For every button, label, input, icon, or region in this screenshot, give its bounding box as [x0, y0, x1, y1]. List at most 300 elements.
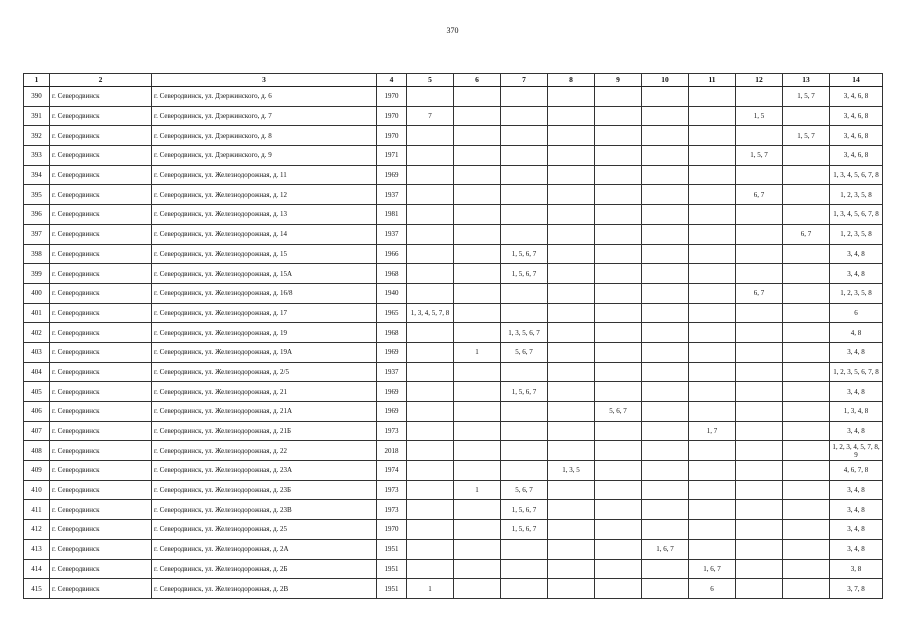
locality-cell: г. Северодвинск [50, 500, 152, 520]
col-6-cell [454, 362, 501, 382]
row-number-cell: 393 [24, 146, 50, 166]
col-13-cell [783, 421, 830, 441]
col-6-cell [454, 244, 501, 264]
col-10-cell [642, 500, 689, 520]
col-13-cell [783, 342, 830, 362]
col-6-cell [454, 224, 501, 244]
table-body [24, 87, 883, 599]
col-12-cell [736, 421, 783, 441]
col-7-cell [501, 362, 548, 382]
address-cell: г. Северодвинск, ул. Железнодорожная, д. 21Б [152, 421, 377, 441]
row-number-cell: 412 [24, 520, 50, 540]
col-7-cell [501, 165, 548, 185]
header-row [24, 74, 883, 87]
row-number-cell: 396 [24, 205, 50, 225]
col-10-cell [642, 106, 689, 126]
col-9-cell [595, 500, 642, 520]
col-7-cell [501, 402, 548, 422]
locality-cell: г. Северодвинск [50, 480, 152, 500]
table-row [24, 520, 883, 540]
col-5-cell [407, 87, 454, 107]
col-12-cell [736, 480, 783, 500]
locality-cell: г. Северодвинск [50, 402, 152, 422]
locality-cell: г. Северодвинск [50, 342, 152, 362]
col-13-cell [783, 146, 830, 166]
col-14-cell: 1, 2, 3, 5, 6, 7, 8 [830, 362, 883, 382]
col-6-cell [454, 500, 501, 520]
col-8-cell [548, 126, 595, 146]
col-11-cell: 1, 6, 7 [689, 559, 736, 579]
col-9-cell [595, 87, 642, 107]
col-7-cell [501, 205, 548, 225]
row-number-cell: 394 [24, 165, 50, 185]
col-11-cell: 1, 7 [689, 421, 736, 441]
col-7-cell [501, 303, 548, 323]
col-14-cell: 1, 3, 4, 5, 6, 7, 8 [830, 205, 883, 225]
col-13-cell [783, 303, 830, 323]
year-cell: 1973 [377, 500, 407, 520]
address-cell: г. Северодвинск, ул. Железнодорожная, д. 2В [152, 579, 377, 599]
table-row [24, 461, 883, 481]
col-10-cell [642, 146, 689, 166]
col-9-cell [595, 303, 642, 323]
year-cell: 1966 [377, 244, 407, 264]
col-7-cell [501, 146, 548, 166]
col-7-cell [501, 461, 548, 481]
col-12-cell [736, 402, 783, 422]
column-header-9: 9 [595, 74, 642, 87]
table-row [24, 283, 883, 303]
address-cell: г. Северодвинск, ул. Железнодорожная, д. 23А [152, 461, 377, 481]
row-number-cell: 392 [24, 126, 50, 146]
address-cell: г. Северодвинск, ул. Железнодорожная, д. 25 [152, 520, 377, 540]
address-cell: г. Северодвинск, ул. Железнодорожная, д. 21А [152, 402, 377, 422]
row-number-cell: 397 [24, 224, 50, 244]
locality-cell: г. Северодвинск [50, 559, 152, 579]
col-11-cell [689, 461, 736, 481]
locality-cell: г. Северодвинск [50, 106, 152, 126]
col-6-cell [454, 126, 501, 146]
col-11-cell [689, 224, 736, 244]
col-10-cell [642, 342, 689, 362]
page-number: 370 [446, 26, 459, 35]
table-row [24, 402, 883, 422]
row-number-cell: 390 [24, 87, 50, 107]
col-13-cell [783, 205, 830, 225]
col-12-cell: 6, 7 [736, 283, 783, 303]
locality-cell: г. Северодвинск [50, 441, 152, 461]
col-13-cell [783, 185, 830, 205]
col-10-cell [642, 303, 689, 323]
col-9-cell [595, 106, 642, 126]
address-cell: г. Северодвинск, ул. Железнодорожная, д. 17 [152, 303, 377, 323]
col-11-cell [689, 264, 736, 284]
col-13-cell [783, 264, 830, 284]
col-13-cell [783, 559, 830, 579]
col-8-cell [548, 165, 595, 185]
table-row [24, 362, 883, 382]
col-7-cell [501, 421, 548, 441]
table-row [24, 205, 883, 225]
col-14-cell: 1, 2, 3, 5, 8 [830, 185, 883, 205]
col-9-cell [595, 126, 642, 146]
year-cell: 1951 [377, 539, 407, 559]
col-13-cell: 1, 5, 7 [783, 126, 830, 146]
col-5-cell [407, 539, 454, 559]
year-cell: 1937 [377, 224, 407, 244]
row-number-cell: 410 [24, 480, 50, 500]
col-11-cell [689, 303, 736, 323]
col-14-cell: 3, 4, 8 [830, 421, 883, 441]
col-6-cell [454, 441, 501, 461]
row-number-cell: 408 [24, 441, 50, 461]
col-11-cell [689, 520, 736, 540]
col-14-cell: 3, 4, 8 [830, 382, 883, 402]
col-12-cell [736, 342, 783, 362]
col-7-cell [501, 283, 548, 303]
col-12-cell [736, 559, 783, 579]
col-8-cell [548, 579, 595, 599]
col-10-cell [642, 382, 689, 402]
col-9-cell [595, 382, 642, 402]
column-header-5: 5 [407, 74, 454, 87]
col-14-cell: 1, 2, 3, 5, 8 [830, 283, 883, 303]
col-8-cell [548, 185, 595, 205]
table-row [24, 421, 883, 441]
year-cell: 1965 [377, 303, 407, 323]
year-cell: 2018 [377, 441, 407, 461]
row-number-cell: 404 [24, 362, 50, 382]
col-10-cell [642, 362, 689, 382]
row-number-cell: 413 [24, 539, 50, 559]
locality-cell: г. Северодвинск [50, 244, 152, 264]
table-row [24, 165, 883, 185]
col-9-cell [595, 461, 642, 481]
col-9-cell [595, 520, 642, 540]
col-12-cell [736, 126, 783, 146]
col-7-cell [501, 126, 548, 146]
locality-cell: г. Северодвинск [50, 205, 152, 225]
table-row [24, 264, 883, 284]
row-number-cell: 401 [24, 303, 50, 323]
table-row [24, 579, 883, 599]
col-10-cell [642, 126, 689, 146]
table-row [24, 87, 883, 107]
col-11-cell [689, 382, 736, 402]
col-7-cell [501, 441, 548, 461]
col-14-cell: 4, 6, 7, 8 [830, 461, 883, 481]
year-cell: 1970 [377, 106, 407, 126]
year-cell: 1968 [377, 323, 407, 343]
col-6-cell [454, 421, 501, 441]
locality-cell: г. Северодвинск [50, 579, 152, 599]
locality-cell: г. Северодвинск [50, 224, 152, 244]
year-cell: 1970 [377, 126, 407, 146]
year-cell: 1970 [377, 520, 407, 540]
col-5-cell [407, 362, 454, 382]
col-12-cell [736, 323, 783, 343]
locality-cell: г. Северодвинск [50, 461, 152, 481]
table-row [24, 224, 883, 244]
year-cell: 1970 [377, 87, 407, 107]
col-14-cell: 3, 4, 8 [830, 480, 883, 500]
col-13-cell [783, 106, 830, 126]
col-6-cell [454, 146, 501, 166]
year-cell: 1969 [377, 165, 407, 185]
column-header-1: 1 [24, 74, 50, 87]
year-cell: 1981 [377, 205, 407, 225]
row-number-cell: 406 [24, 402, 50, 422]
col-12-cell [736, 224, 783, 244]
col-6-cell [454, 579, 501, 599]
col-13-cell [783, 362, 830, 382]
locality-cell: г. Северодвинск [50, 126, 152, 146]
col-11-cell [689, 441, 736, 461]
col-6-cell: 1 [454, 480, 501, 500]
col-12-cell [736, 579, 783, 599]
table-row [24, 441, 883, 461]
col-14-cell: 3, 4, 6, 8 [830, 146, 883, 166]
col-8-cell [548, 402, 595, 422]
col-6-cell [454, 323, 501, 343]
col-8-cell [548, 382, 595, 402]
table-row [24, 480, 883, 500]
col-6-cell [454, 520, 501, 540]
locality-cell: г. Северодвинск [50, 421, 152, 441]
table-row [24, 323, 883, 343]
col-9-cell [595, 205, 642, 225]
col-12-cell: 1, 5 [736, 106, 783, 126]
col-10-cell [642, 559, 689, 579]
col-12-cell [736, 520, 783, 540]
col-5-cell [407, 165, 454, 185]
col-11-cell [689, 146, 736, 166]
address-cell: г. Северодвинск, ул. Железнодорожная, д. 15 [152, 244, 377, 264]
year-cell: 1940 [377, 283, 407, 303]
col-14-cell: 3, 7, 8 [830, 579, 883, 599]
column-header-6: 6 [454, 74, 501, 87]
col-14-cell: 1, 2, 3, 4, 5, 7, 8, 9 [830, 441, 883, 461]
col-14-cell: 3, 4, 8 [830, 264, 883, 284]
col-9-cell [595, 421, 642, 441]
col-9-cell [595, 539, 642, 559]
col-9-cell [595, 244, 642, 264]
table-row [24, 106, 883, 126]
col-5-cell [407, 461, 454, 481]
col-11-cell [689, 87, 736, 107]
col-7-cell: 1, 3, 5, 6, 7 [501, 323, 548, 343]
address-cell: г. Северодвинск, ул. Железнодорожная, д. 13 [152, 205, 377, 225]
col-12-cell [736, 165, 783, 185]
col-13-cell [783, 382, 830, 402]
col-13-cell [783, 520, 830, 540]
table-row [24, 500, 883, 520]
col-12-cell [736, 303, 783, 323]
col-6-cell [454, 461, 501, 481]
col-12-cell [736, 264, 783, 284]
address-cell: г. Северодвинск, ул. Железнодорожная, д. 14 [152, 224, 377, 244]
year-cell: 1937 [377, 185, 407, 205]
col-11-cell: 6 [689, 579, 736, 599]
col-5-cell [407, 205, 454, 225]
column-header-8: 8 [548, 74, 595, 87]
col-5-cell [407, 126, 454, 146]
locality-cell: г. Северодвинск [50, 520, 152, 540]
year-cell: 1969 [377, 382, 407, 402]
year-cell: 1937 [377, 362, 407, 382]
col-10-cell [642, 205, 689, 225]
table-header [24, 74, 883, 87]
col-8-cell [548, 106, 595, 126]
col-10-cell [642, 87, 689, 107]
address-cell: г. Северодвинск, ул. Дзержинского, д. 8 [152, 126, 377, 146]
col-11-cell [689, 244, 736, 264]
col-8-cell [548, 205, 595, 225]
locality-cell: г. Северодвинск [50, 283, 152, 303]
col-5-cell [407, 559, 454, 579]
col-7-cell [501, 539, 548, 559]
col-5-cell: 1, 3, 4, 5, 7, 8 [407, 303, 454, 323]
col-10-cell [642, 461, 689, 481]
column-header-10: 10 [642, 74, 689, 87]
col-9-cell [595, 323, 642, 343]
col-5-cell [407, 520, 454, 540]
col-14-cell: 1, 3, 4, 5, 6, 7, 8 [830, 165, 883, 185]
year-cell: 1971 [377, 146, 407, 166]
col-9-cell [595, 185, 642, 205]
col-10-cell [642, 402, 689, 422]
col-11-cell [689, 539, 736, 559]
address-cell: г. Северодвинск, ул. Железнодорожная, д. 2Б [152, 559, 377, 579]
address-cell: г. Северодвинск, ул. Железнодорожная, д. 15А [152, 264, 377, 284]
col-8-cell: 1, 3, 5 [548, 461, 595, 481]
year-cell: 1973 [377, 421, 407, 441]
row-number-cell: 409 [24, 461, 50, 481]
col-11-cell [689, 500, 736, 520]
table-row [24, 342, 883, 362]
locality-cell: г. Северодвинск [50, 264, 152, 284]
col-7-cell: 5, 6, 7 [501, 480, 548, 500]
col-14-cell: 3, 8 [830, 559, 883, 579]
col-6-cell: 1 [454, 342, 501, 362]
row-number-cell: 411 [24, 500, 50, 520]
address-cell: г. Северодвинск, ул. Железнодорожная, д. 2А [152, 539, 377, 559]
col-12-cell [736, 362, 783, 382]
column-header-2: 2 [50, 74, 152, 87]
col-14-cell: 3, 4, 6, 8 [830, 126, 883, 146]
col-8-cell [548, 500, 595, 520]
row-number-cell: 398 [24, 244, 50, 264]
address-cell: г. Северодвинск, ул. Железнодорожная, д. 23В [152, 500, 377, 520]
locality-cell: г. Северодвинск [50, 146, 152, 166]
col-8-cell [548, 441, 595, 461]
table-row [24, 559, 883, 579]
col-8-cell [548, 264, 595, 284]
col-12-cell: 6, 7 [736, 185, 783, 205]
col-13-cell [783, 441, 830, 461]
col-6-cell [454, 106, 501, 126]
col-10-cell [642, 165, 689, 185]
table-row [24, 244, 883, 264]
col-12-cell [736, 382, 783, 402]
col-11-cell [689, 185, 736, 205]
col-12-cell [736, 87, 783, 107]
col-5-cell [407, 146, 454, 166]
column-header-12: 12 [736, 74, 783, 87]
address-cell: г. Северодвинск, ул. Железнодорожная, д. 21 [152, 382, 377, 402]
column-header-3: 3 [152, 74, 377, 87]
col-8-cell [548, 520, 595, 540]
col-9-cell [595, 579, 642, 599]
table-row [24, 146, 883, 166]
col-6-cell [454, 539, 501, 559]
col-11-cell [689, 402, 736, 422]
col-5-cell [407, 480, 454, 500]
col-7-cell: 5, 6, 7 [501, 342, 548, 362]
col-6-cell [454, 87, 501, 107]
year-cell: 1968 [377, 264, 407, 284]
col-8-cell [548, 87, 595, 107]
col-9-cell [595, 146, 642, 166]
col-6-cell [454, 185, 501, 205]
col-13-cell [783, 579, 830, 599]
col-11-cell [689, 205, 736, 225]
col-12-cell [736, 441, 783, 461]
address-cell: г. Северодвинск, ул. Железнодорожная, д. 11 [152, 165, 377, 185]
year-cell: 1974 [377, 461, 407, 481]
col-7-cell [501, 185, 548, 205]
col-9-cell [595, 224, 642, 244]
col-10-cell [642, 421, 689, 441]
col-13-cell [783, 402, 830, 422]
locality-cell: г. Северодвинск [50, 87, 152, 107]
col-8-cell [548, 559, 595, 579]
col-14-cell: 3, 4, 8 [830, 500, 883, 520]
col-9-cell [595, 362, 642, 382]
col-6-cell [454, 283, 501, 303]
col-13-cell [783, 323, 830, 343]
col-10-cell [642, 244, 689, 264]
col-13-cell [783, 283, 830, 303]
col-14-cell: 3, 4, 8 [830, 244, 883, 264]
col-5-cell [407, 382, 454, 402]
col-7-cell [501, 579, 548, 599]
col-12-cell [736, 205, 783, 225]
col-10-cell [642, 579, 689, 599]
col-6-cell [454, 559, 501, 579]
col-7-cell: 1, 5, 6, 7 [501, 382, 548, 402]
col-8-cell [548, 146, 595, 166]
col-8-cell [548, 224, 595, 244]
row-number-cell: 407 [24, 421, 50, 441]
col-9-cell: 5, 6, 7 [595, 402, 642, 422]
year-cell: 1951 [377, 579, 407, 599]
col-10-cell [642, 480, 689, 500]
col-5-cell [407, 264, 454, 284]
column-header-13: 13 [783, 74, 830, 87]
col-7-cell [501, 224, 548, 244]
col-13-cell [783, 165, 830, 185]
col-13-cell [783, 480, 830, 500]
row-number-cell: 403 [24, 342, 50, 362]
col-11-cell [689, 323, 736, 343]
col-13-cell [783, 461, 830, 481]
col-10-cell [642, 441, 689, 461]
address-cell: г. Северодвинск, ул. Железнодорожная, д. 23Б [152, 480, 377, 500]
column-header-11: 11 [689, 74, 736, 87]
col-11-cell [689, 342, 736, 362]
col-6-cell [454, 303, 501, 323]
